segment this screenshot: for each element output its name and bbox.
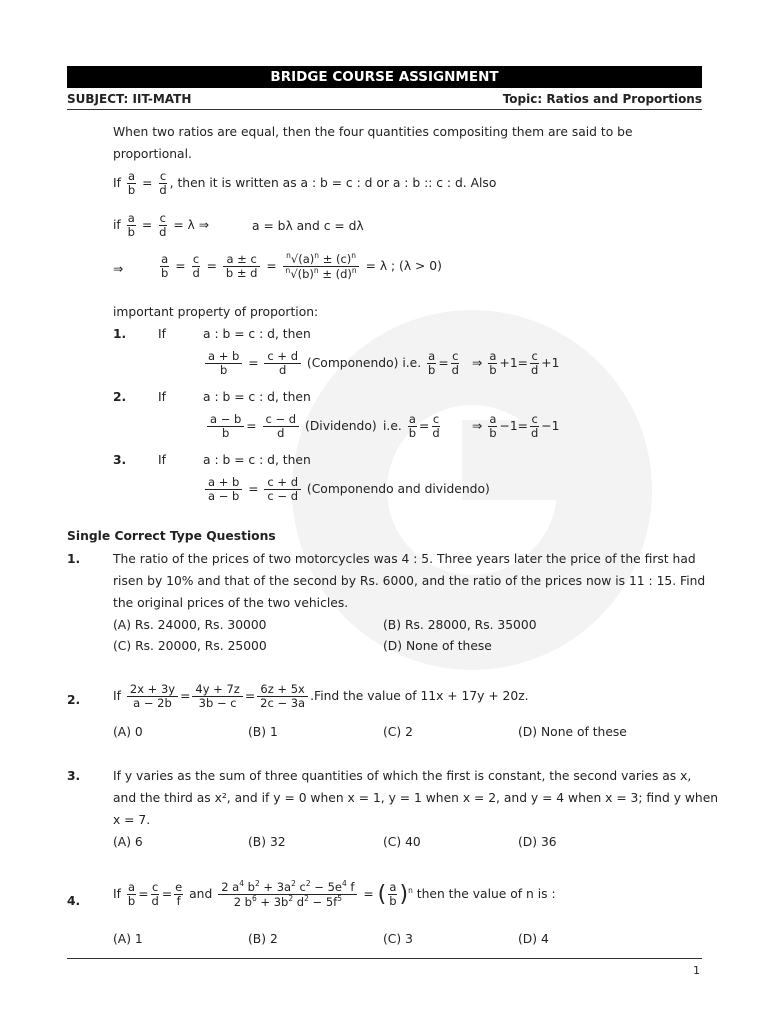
intro-line-1: When two ratios are equal, then the four quantities compositing them are said to be [113, 125, 633, 139]
important-property-label: important property of proportion: [113, 305, 319, 319]
root-arrow: ⇒ [113, 262, 124, 276]
question-4-option-a[interactable]: (A) 1 [113, 932, 143, 946]
question-1-line-3: the original prices of the two vehicles. [113, 596, 349, 610]
question-2-option-d[interactable]: (D) None of these [518, 725, 627, 739]
question-3-line-2: and the third as x², and if y = 0 when x = 1, y = 1 when x = 2, and y = 4 when x = 3; find y when [113, 791, 719, 805]
property-2-num: 2. [113, 390, 127, 404]
question-3-num: 3. [67, 769, 81, 783]
intro-line-2: proportional. [113, 147, 192, 161]
property-1-result: ⇒ $\frac{a}{b}$ +1= $\frac{c}{d}$ +1 [472, 349, 560, 378]
property-2-cond: a : b = c : d, then [203, 390, 311, 404]
property-3-if: If [158, 453, 166, 467]
question-2-num: 2. [67, 693, 81, 707]
property-1-formula: $\frac{a + b}{b}$ = $\frac{c + d}{d}$ (Componendo) i.e. $\frac{a}{b}$ = $\frac{c}{d}$ [203, 350, 462, 377]
question-4-formula: If $\frac{a}{b}$ = $\frac{c}{d}$ = $\frac{e}{f}$ and $\frac{2 a^4 b^2 + 3a^2 c^2 - 5e^4 f}{2 b^6 + 3b^2 d^2 - 5f^5}$ = ( $\frac{a}{b}$ )$^n$ then the value of n is : [113, 879, 556, 909]
question-3-line-1: If y varies as the sum of three quantities of which the first is constant, the second varies as x, [113, 769, 692, 783]
property-3-num: 3. [113, 453, 127, 467]
question-1-num: 1. [67, 552, 81, 566]
question-4-option-c[interactable]: (C) 3 [383, 932, 413, 946]
question-2-option-b[interactable]: (B) 1 [248, 725, 278, 739]
property-3-formula: $\frac{a + b}{a - b}$ = $\frac{c + d}{c - d}$ (Componendo and dividendo) [203, 476, 490, 503]
question-1-line-1: The ratio of the prices of two motorcycles was 4 : 5. Three years later the price of the first had [113, 552, 696, 566]
question-3-option-a[interactable]: (A) 6 [113, 835, 143, 849]
property-2-ie: i.e. $\frac{a}{b}$ = $\frac{c}{d}$ [383, 412, 440, 441]
lambda-result: a = bλ and c = dλ [252, 219, 364, 233]
topic-label: Topic: Ratios and Proportions [502, 92, 702, 106]
question-3-option-b[interactable]: (B) 32 [248, 835, 286, 849]
question-4-option-b[interactable]: (B) 2 [248, 932, 278, 946]
question-1-line-2: risen by 10% and that of the second by Rs. 6000, and the ratio of the prices now is 11 : 15. Find [113, 574, 706, 588]
question-2-option-c[interactable]: (C) 2 [383, 725, 413, 739]
property-2-result: ⇒ $\frac{a}{b}$ −1= $\frac{c}{d}$ −1 [472, 412, 560, 441]
definition-line: If $\frac{a}{b}$ = $\frac{c}{d}$ , then it is written as a : b = c : d or a : b :: c : d. Also [113, 169, 497, 198]
question-3-option-c[interactable]: (C) 40 [383, 835, 421, 849]
question-3-line-3: x = 7. [113, 813, 151, 827]
header-title: BRIDGE COURSE ASSIGNMENT [270, 69, 499, 85]
footer-divider [67, 958, 702, 959]
root-formula: $\frac{a}{b}$ = $\frac{c}{d}$ = $\frac{a \pm c}{b \pm d}$ = $\frac{^n√(a)^n \pm (c)^n}{^n√(b)^n \pm (d)^n}$ = λ ; (λ > 0) [161, 251, 442, 281]
question-2-formula: If $\frac{2x + 3y}{a - 2b}$ = $\frac{4y + 7z}{3b - c}$ = $\frac{6z + 5x}{2c - 3a}$ .Find the value of 11x + 17y + 20z. [113, 682, 529, 711]
question-1-option-d[interactable]: (D) None of these [383, 639, 492, 653]
section-title: Single Correct Type Questions [67, 529, 276, 543]
property-1-num: 1. [113, 327, 127, 341]
question-4-option-d[interactable]: (D) 4 [518, 932, 549, 946]
property-1-if: If [158, 327, 166, 341]
question-3-option-d[interactable]: (D) 36 [518, 835, 557, 849]
header-title-bar [67, 66, 702, 88]
question-4-num: 4. [67, 894, 81, 908]
question-1-option-b[interactable]: (B) Rs. 28000, Rs. 35000 [383, 618, 537, 632]
question-1-option-c[interactable]: (C) Rs. 20000, Rs. 25000 [113, 639, 267, 653]
header-divider [67, 109, 702, 110]
question-2-option-a[interactable]: (A) 0 [113, 725, 143, 739]
property-3-cond: a : b = c : d, then [203, 453, 311, 467]
page-number: 1 [693, 964, 700, 977]
property-2-formula: $\frac{a - b}{b}$ = $\frac{c - d}{d}$ (Dividendo) [205, 413, 377, 440]
lambda-line: if $\frac{a}{b}$ = $\frac{c}{d}$ = λ ⇒ [113, 211, 210, 240]
question-1-option-a[interactable]: (A) Rs. 24000, Rs. 30000 [113, 618, 267, 632]
property-2-if: If [158, 390, 166, 404]
property-1-cond: a : b = c : d, then [203, 327, 311, 341]
subject-label: SUBJECT: IIT-MATH [67, 92, 192, 106]
